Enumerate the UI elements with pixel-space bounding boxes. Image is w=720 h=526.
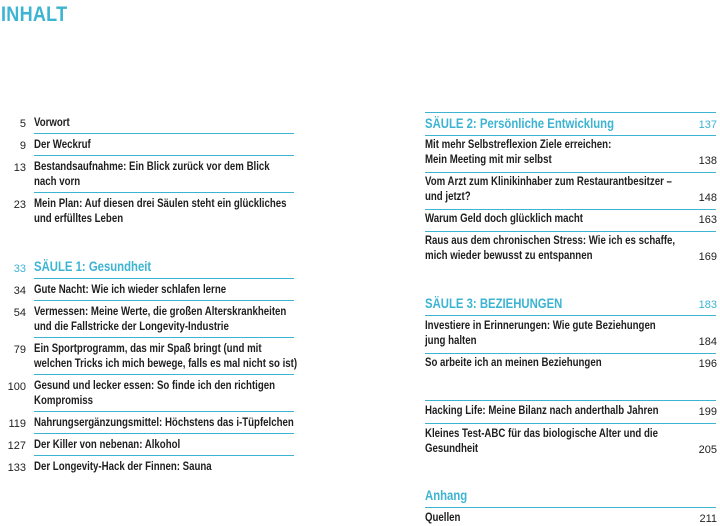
toc-divider	[425, 315, 716, 316]
section-heading: SÄULE 3: BEZIEHUNGEN	[425, 296, 563, 311]
toc-page-number: 211	[699, 513, 717, 525]
toc-page-number: 148	[698, 192, 717, 204]
toc-entry-title-cont: mich wieder bewusst zu entspannen	[425, 250, 593, 262]
toc-divider	[34, 300, 294, 301]
toc-entry-title: Der Longevity-Hack der Finnen: Sauna	[34, 461, 212, 473]
toc-entry-title: Nahrungsergänzungsmittel: Höchstens das i-Tüpfelchen	[34, 417, 294, 429]
toc-page-number: 54	[13, 307, 26, 319]
toc-entry-title: Kleines Test-ABC für das biologische Alter und die	[425, 428, 658, 440]
toc-page-number: 79	[13, 344, 26, 356]
toc-page-number: 119	[8, 418, 26, 430]
toc-page-number: 127	[7, 440, 26, 452]
toc-divider	[425, 135, 716, 136]
toc-entry-title-cont: welchen Tricks ich mich bewege, falls es mal nicht so ist)	[34, 358, 298, 370]
toc-page-number: 34	[13, 285, 26, 297]
toc-page-number: 163	[698, 214, 717, 226]
toc-divider	[34, 133, 294, 134]
toc-entry-title: Der Killer von nebenan: Alkohol	[34, 439, 181, 451]
toc-page-number: 196	[698, 358, 717, 370]
toc-divider	[34, 155, 294, 156]
page-title: INHALT	[1, 3, 68, 26]
toc-entry-title-cont: jung halten	[425, 335, 477, 347]
toc-divider	[425, 209, 716, 210]
toc-entry-title: Investiere in Erinnerungen: Wie gute Beziehungen	[425, 320, 656, 332]
toc-divider	[425, 423, 716, 424]
section-page-number: 183	[698, 299, 717, 311]
toc-entry-title: Mit mehr Selbstreflexion Ziele erreichen:	[425, 139, 612, 151]
toc-entry-title: Vom Arzt zum Klinikinhaber zum Restaurantbesitzer –	[425, 176, 672, 188]
toc-divider	[425, 172, 716, 173]
toc-entry-title-cont: nach vorn	[34, 176, 81, 188]
toc-entry-title: Hacking Life: Meine Bilanz nach anderthalb Jahren	[425, 405, 659, 417]
toc-page-number: 13	[13, 162, 26, 174]
toc-divider	[34, 433, 294, 434]
toc-entry-title: Quellen	[425, 512, 461, 524]
toc-entry-title-cont: Kompromiss	[34, 395, 94, 407]
toc-divider	[425, 507, 716, 508]
toc-entry-title: Bestandsaufnahme: Ein Blick zurück vor dem Blick	[34, 161, 270, 173]
toc-page-number: 184	[698, 336, 717, 348]
toc-page-number: 23	[13, 199, 26, 211]
toc-page-number: 5	[19, 118, 26, 130]
toc-divider	[425, 112, 716, 113]
toc-entry-title: Mein Plan: Auf diesen drei Säulen steht ein glückliches	[34, 198, 287, 210]
toc-entry-title: Vermessen: Meine Werte, die großen Alterskrankheiten	[34, 306, 287, 318]
toc-divider	[425, 231, 716, 232]
section-page-number: 137	[698, 119, 717, 131]
toc-page-number: 138	[698, 155, 717, 167]
toc-divider	[34, 455, 294, 456]
toc-divider	[34, 192, 294, 193]
toc-page-number: 169	[698, 251, 717, 263]
toc-entry-title: Raus aus dem chronischen Stress: Wie ich es schaffe,	[425, 235, 676, 247]
toc-entry-title-cont: Gesundheit	[425, 443, 479, 455]
toc-page-number: 205	[698, 444, 717, 456]
toc-entry-title-cont: und jetzt?	[425, 191, 471, 203]
section-heading: SÄULE 1: Gesundheit	[34, 259, 152, 274]
toc-entry-title: So arbeite ich an meinen Beziehungen	[425, 357, 602, 369]
section-page-number: 33	[13, 263, 26, 275]
appendix-heading: Anhang	[425, 488, 468, 503]
toc-page-number: 9	[19, 140, 26, 152]
toc-divider	[425, 400, 716, 401]
toc-entry-title: Ein Sportprogramm, das mir Spaß bringt (und mit	[34, 343, 262, 355]
toc-divider	[34, 411, 294, 412]
toc-page-number: 133	[7, 462, 26, 474]
toc-divider	[34, 337, 294, 338]
toc-entry-title: Vorwort	[34, 117, 70, 129]
toc-entry-title-cont: Mein Meeting mit mir selbst	[425, 154, 552, 166]
toc-entry-title-cont: und erfülltes Leben	[34, 213, 124, 225]
toc-divider	[34, 278, 294, 279]
toc-entry-title: Der Weckruf	[34, 139, 91, 151]
toc-divider	[425, 353, 716, 354]
section-heading: SÄULE 2: Persönliche Entwicklung	[425, 116, 615, 131]
toc-divider	[34, 374, 294, 375]
toc-page-number: 100	[7, 381, 26, 393]
toc-page-number: 199	[698, 406, 717, 418]
toc-entry-title: Gesund und lecker essen: So finde ich den richtigen	[34, 380, 276, 392]
toc-entry-title: Warum Geld doch glücklich macht	[425, 213, 583, 225]
toc-entry-title: Gute Nacht: Wie ich wieder schlafen lerne	[34, 284, 227, 296]
toc-entry-title-cont: und die Fallstricke der Longevity-Industrie	[34, 321, 229, 333]
